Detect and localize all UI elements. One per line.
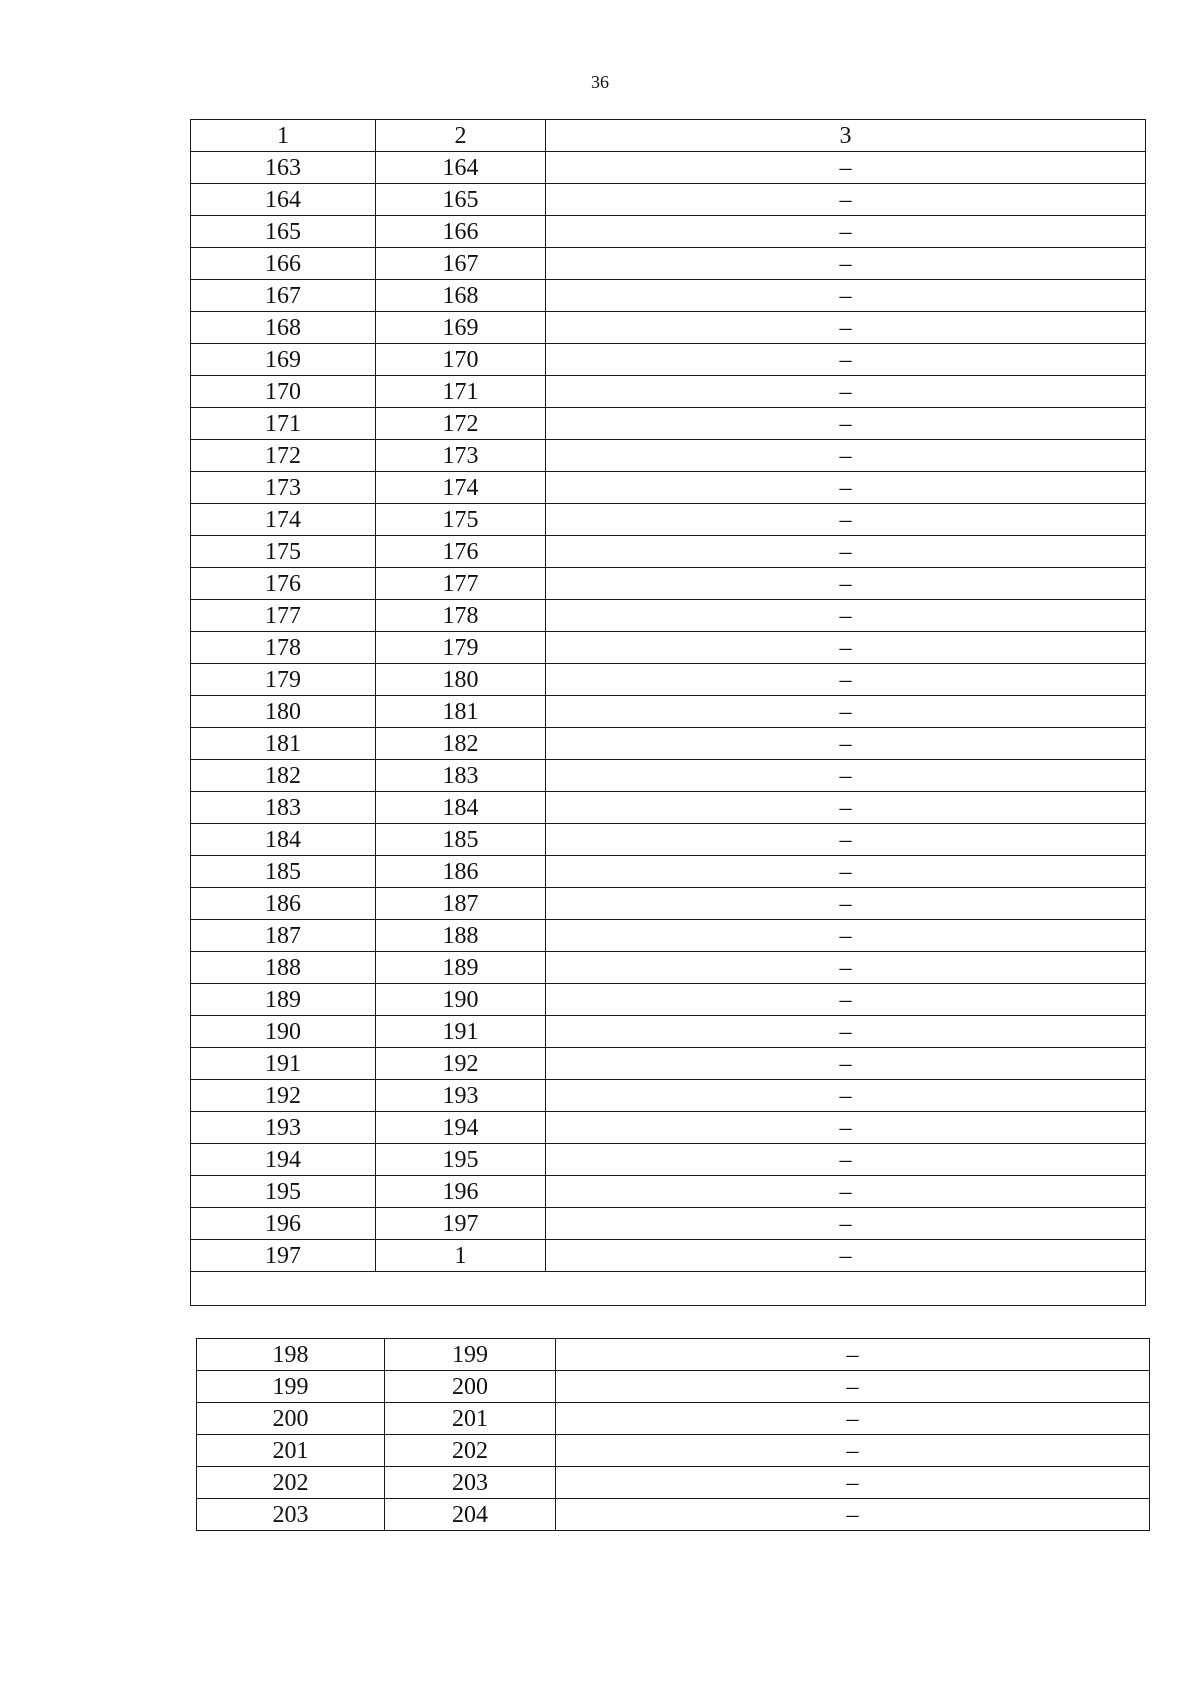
table-cell: 163 (191, 152, 376, 184)
table-cell: 171 (191, 408, 376, 440)
table-cell: 169 (191, 344, 376, 376)
table-cell: 198 (197, 1339, 385, 1371)
table-cell: – (556, 1467, 1150, 1499)
table-cell: 180 (191, 696, 376, 728)
table-cell: 167 (191, 280, 376, 312)
table-row (191, 248, 1146, 280)
table-cell: 165 (191, 216, 376, 248)
table-cell: – (546, 1080, 1146, 1112)
table-cell: 192 (191, 1080, 376, 1112)
table-cell: – (546, 184, 1146, 216)
table-cell: 200 (197, 1403, 385, 1435)
table-cell: – (556, 1371, 1150, 1403)
table-cell: – (546, 1048, 1146, 1080)
table-cell: 183 (376, 760, 546, 792)
table-cell: – (546, 440, 1146, 472)
table-cell: 192 (376, 1048, 546, 1080)
table-row (191, 632, 1146, 664)
table-cell: 173 (191, 472, 376, 504)
table-cell: 191 (191, 1048, 376, 1080)
table-row (197, 1371, 1150, 1403)
table-cell: 2 (376, 120, 546, 152)
table-cell: – (546, 568, 1146, 600)
table-cell: 167 (376, 248, 546, 280)
table-cell: 177 (191, 600, 376, 632)
table-cell: – (546, 1240, 1146, 1272)
table-row (197, 1339, 1150, 1371)
table-cell: 170 (191, 376, 376, 408)
table-cell: 182 (191, 760, 376, 792)
table-cell: 168 (376, 280, 546, 312)
table-row (197, 1467, 1150, 1499)
table-cell: – (556, 1499, 1150, 1531)
table-cell: 193 (376, 1080, 546, 1112)
table-row (191, 536, 1146, 568)
table-cell: 184 (376, 792, 546, 824)
table-cell: 178 (191, 632, 376, 664)
table-cell: 175 (191, 536, 376, 568)
table-cell: – (546, 600, 1146, 632)
table-cell: 178 (376, 600, 546, 632)
table-cell: – (546, 1112, 1146, 1144)
table-cell: 180 (376, 664, 546, 696)
table-cell: – (546, 888, 1146, 920)
table-cell: – (546, 280, 1146, 312)
table-cell: – (556, 1339, 1150, 1371)
table-cell: 189 (376, 952, 546, 984)
table-cell: 174 (376, 472, 546, 504)
table-row (191, 280, 1146, 312)
table-cell: 195 (376, 1144, 546, 1176)
table-cell: 186 (191, 888, 376, 920)
table-row (191, 824, 1146, 856)
table-cell: 195 (191, 1176, 376, 1208)
table-cell: 203 (197, 1499, 385, 1531)
table-row (191, 856, 1146, 888)
table-row (191, 920, 1146, 952)
table-cell: – (546, 344, 1146, 376)
table-cell: – (556, 1435, 1150, 1467)
data-table-top (190, 119, 1146, 1306)
table-cell: 176 (376, 536, 546, 568)
table-cell: 199 (385, 1339, 556, 1371)
table-row (191, 664, 1146, 696)
table-row (197, 1403, 1150, 1435)
data-table-bottom (196, 1338, 1150, 1531)
table-cell: – (546, 696, 1146, 728)
table-cell: – (546, 152, 1146, 184)
table-cell: 165 (376, 184, 546, 216)
table-header-row (191, 120, 1146, 152)
table-cell: – (546, 856, 1146, 888)
table-cell: 170 (376, 344, 546, 376)
table-cell: – (546, 408, 1146, 440)
table-cell: – (546, 1144, 1146, 1176)
table-row (191, 984, 1146, 1016)
table-cell: 186 (376, 856, 546, 888)
table-cell: – (546, 504, 1146, 536)
table-cell: 181 (376, 696, 546, 728)
table-cell: – (546, 216, 1146, 248)
table-cell: 189 (191, 984, 376, 1016)
table-cell: 1 (376, 1240, 546, 1272)
table-cell: 197 (191, 1240, 376, 1272)
empty-cell (191, 1272, 1146, 1306)
table-cell: 187 (376, 888, 546, 920)
table-cell: 182 (376, 728, 546, 760)
table-cell: 179 (191, 664, 376, 696)
table-cell: 184 (191, 824, 376, 856)
table-cell: 188 (191, 952, 376, 984)
table-row (191, 1176, 1146, 1208)
table-cell: – (546, 376, 1146, 408)
table-row (191, 216, 1146, 248)
table-row (191, 888, 1146, 920)
table-separator-row (191, 1272, 1146, 1306)
table-cell: 177 (376, 568, 546, 600)
table-cell: – (546, 760, 1146, 792)
table-row (191, 408, 1146, 440)
table-cell: 166 (376, 216, 546, 248)
table-row (191, 1016, 1146, 1048)
table-cell: 196 (376, 1176, 546, 1208)
table-cell: 194 (191, 1144, 376, 1176)
table-cell: 185 (376, 824, 546, 856)
table-cell: – (546, 920, 1146, 952)
table-cell: – (546, 536, 1146, 568)
table-row (191, 440, 1146, 472)
table-row (191, 1208, 1146, 1240)
table-cell: 202 (385, 1435, 556, 1467)
table-cell: 188 (376, 920, 546, 952)
table-row (191, 184, 1146, 216)
table-row (191, 760, 1146, 792)
table-cell: 1 (191, 120, 376, 152)
table-row (191, 1112, 1146, 1144)
table-cell: – (546, 632, 1146, 664)
page-number: 36 (591, 72, 609, 92)
table-row (191, 1080, 1146, 1112)
table-cell: 171 (376, 376, 546, 408)
table-cell: – (546, 472, 1146, 504)
table-cell: 166 (191, 248, 376, 280)
table-cell: – (546, 248, 1146, 280)
table-cell: 172 (376, 408, 546, 440)
table-cell: 190 (376, 984, 546, 1016)
table-cell: – (546, 984, 1146, 1016)
table-cell: 190 (191, 1016, 376, 1048)
table-cell: 197 (376, 1208, 546, 1240)
table-cell: 202 (197, 1467, 385, 1499)
table-row (191, 952, 1146, 984)
table-cell: – (556, 1403, 1150, 1435)
table-cell: – (546, 1016, 1146, 1048)
table-row (197, 1435, 1150, 1467)
table-cell: 191 (376, 1016, 546, 1048)
table-row (191, 1240, 1146, 1272)
table-cell: 168 (191, 312, 376, 344)
table-row (191, 376, 1146, 408)
table-cell: 169 (376, 312, 546, 344)
table-cell: 194 (376, 1112, 546, 1144)
table-cell: – (546, 792, 1146, 824)
table-cell: – (546, 312, 1146, 344)
table-cell: 176 (191, 568, 376, 600)
table-cell: 183 (191, 792, 376, 824)
table-row (191, 472, 1146, 504)
table-cell: 175 (376, 504, 546, 536)
table-cell: 187 (191, 920, 376, 952)
table-cell: 3 (546, 120, 1146, 152)
table-cell: 173 (376, 440, 546, 472)
table-cell: 174 (191, 504, 376, 536)
table-row (191, 344, 1146, 376)
table-cell: – (546, 952, 1146, 984)
table-cell: – (546, 1208, 1146, 1240)
table-row (191, 504, 1146, 536)
table-row (191, 152, 1146, 184)
table-row (191, 312, 1146, 344)
table-cell: 164 (376, 152, 546, 184)
table-row (191, 696, 1146, 728)
table-row (197, 1499, 1150, 1531)
table-cell: – (546, 824, 1146, 856)
table-cell: – (546, 728, 1146, 760)
table-cell: – (546, 1176, 1146, 1208)
table-row (191, 792, 1146, 824)
table-cell: 193 (191, 1112, 376, 1144)
table-cell: 204 (385, 1499, 556, 1531)
table-row (191, 600, 1146, 632)
table-row (191, 1144, 1146, 1176)
table-cell: 185 (191, 856, 376, 888)
table-cell: 164 (191, 184, 376, 216)
table-row (191, 1048, 1146, 1080)
table-row (191, 568, 1146, 600)
table-row (191, 728, 1146, 760)
table-cell: 179 (376, 632, 546, 664)
table-cell: – (546, 664, 1146, 696)
table-cell: 203 (385, 1467, 556, 1499)
table-cell: 201 (197, 1435, 385, 1467)
table-cell: 196 (191, 1208, 376, 1240)
table-cell: 181 (191, 728, 376, 760)
table-cell: 201 (385, 1403, 556, 1435)
table-cell: 172 (191, 440, 376, 472)
table-cell: 200 (385, 1371, 556, 1403)
table-cell: 199 (197, 1371, 385, 1403)
